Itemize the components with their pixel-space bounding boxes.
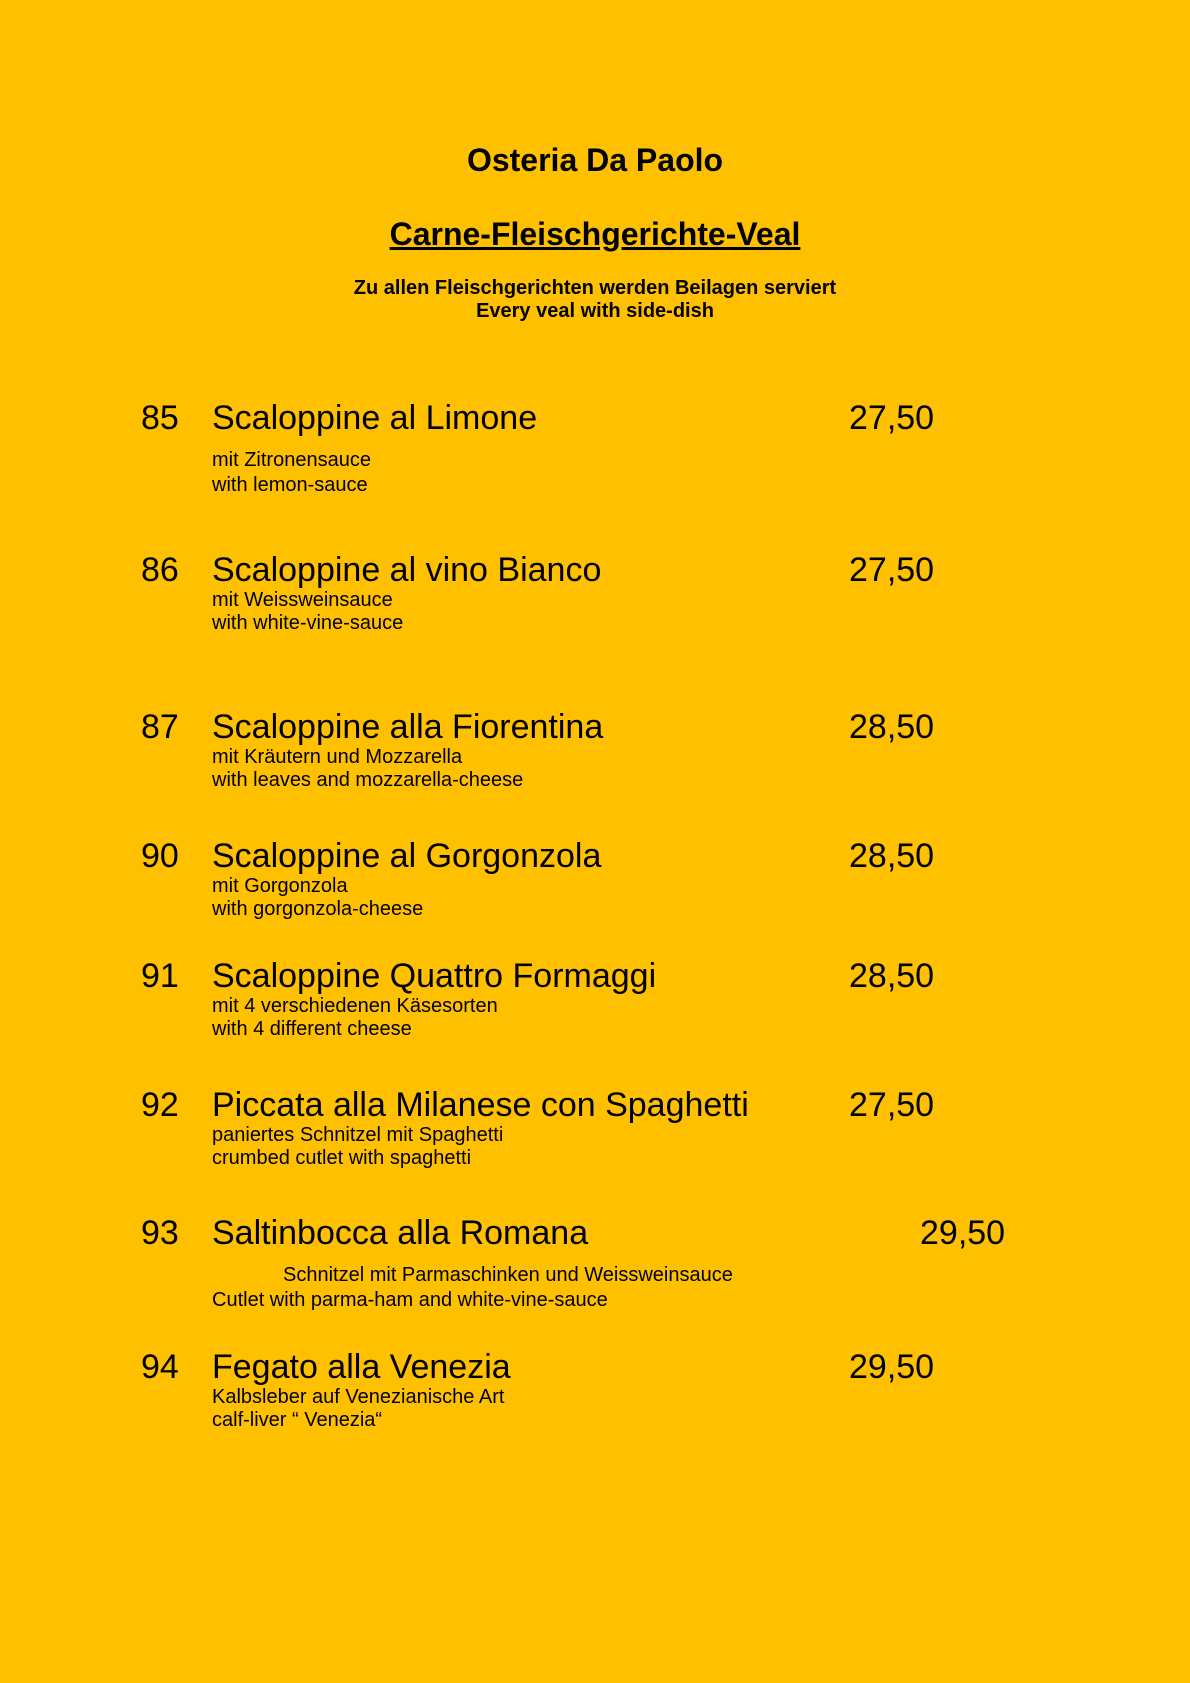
item-description-de: Schnitzel mit Parmaschinken und Weissweinsauce <box>283 1264 733 1286</box>
item-description-en: with white-vine-sauce <box>212 612 404 634</box>
menu-item <box>0 550 1190 660</box>
item-number: 91 <box>141 957 179 995</box>
item-description-en: with lemon-sauce <box>212 474 368 496</box>
item-number: 93 <box>141 1214 179 1252</box>
item-price: 27,50 <box>849 551 935 589</box>
item-name: Scaloppine al vino Bianco <box>212 551 602 589</box>
item-description-en: with 4 different cheese <box>212 1018 412 1040</box>
item-name: Scaloppine al Limone <box>212 399 538 437</box>
item-number: 85 <box>141 399 179 437</box>
item-description-en: Cutlet with parma-ham and white-vine-sauce <box>212 1289 608 1311</box>
item-description-en: crumbed cutlet with spaghetti <box>212 1147 472 1169</box>
item-description-de: mit Gorgonzola <box>212 875 348 897</box>
item-description-de: paniertes Schnitzel mit Spaghetti <box>212 1124 504 1146</box>
item-number: 90 <box>141 837 179 875</box>
item-description-de: mit Weissweinsauce <box>212 589 393 611</box>
item-name: Piccata alla Milanese con Spaghetti <box>212 1086 749 1124</box>
menu-item <box>0 1085 1190 1195</box>
item-description-en: with gorgonzola-cheese <box>212 898 424 920</box>
menu-item <box>0 707 1190 817</box>
item-description-de: mit 4 verschiedenen Käsesorten <box>212 995 498 1017</box>
menu-item <box>0 836 1190 946</box>
menu-item <box>0 1347 1190 1457</box>
item-description-de: Kalbsleber auf Venezianische Art <box>212 1386 505 1408</box>
item-name: Fegato alla Venezia <box>212 1348 511 1386</box>
item-number: 87 <box>141 708 179 746</box>
side-dish-note-en: Every veal with side-dish <box>476 300 714 322</box>
item-price: 27,50 <box>849 399 935 437</box>
item-description-de: mit Zitronensauce <box>212 449 371 471</box>
menu-item <box>0 956 1190 1066</box>
item-name: Scaloppine alla Fiorentina <box>212 708 604 746</box>
item-description-en: with leaves and mozzarella-cheese <box>212 769 524 791</box>
menu-item <box>0 398 1190 508</box>
item-price: 28,50 <box>849 708 935 746</box>
item-number: 86 <box>141 551 179 589</box>
item-price: 29,50 <box>920 1214 1006 1252</box>
menu-item <box>0 1213 1190 1323</box>
item-price: 28,50 <box>849 837 935 875</box>
item-name: Saltinbocca alla Romana <box>212 1214 589 1252</box>
item-price: 28,50 <box>849 957 935 995</box>
item-description-en: calf-liver “ Venezia“ <box>212 1409 383 1431</box>
item-number: 92 <box>141 1086 179 1124</box>
item-price: 27,50 <box>849 1086 935 1124</box>
item-name: Scaloppine Quattro Formaggi <box>212 957 657 995</box>
item-price: 29,50 <box>849 1348 935 1386</box>
restaurant-name: Osteria Da Paolo <box>466 142 724 178</box>
item-name: Scaloppine al Gorgonzola <box>212 837 602 875</box>
side-dish-note-de: Zu allen Fleischgerichten werden Beilagen serviert <box>353 277 837 299</box>
item-number: 94 <box>141 1348 179 1386</box>
section-title: Carne-Fleischgerichte-Veal <box>389 216 801 252</box>
item-description-de: mit Kräutern und Mozzarella <box>212 746 463 768</box>
